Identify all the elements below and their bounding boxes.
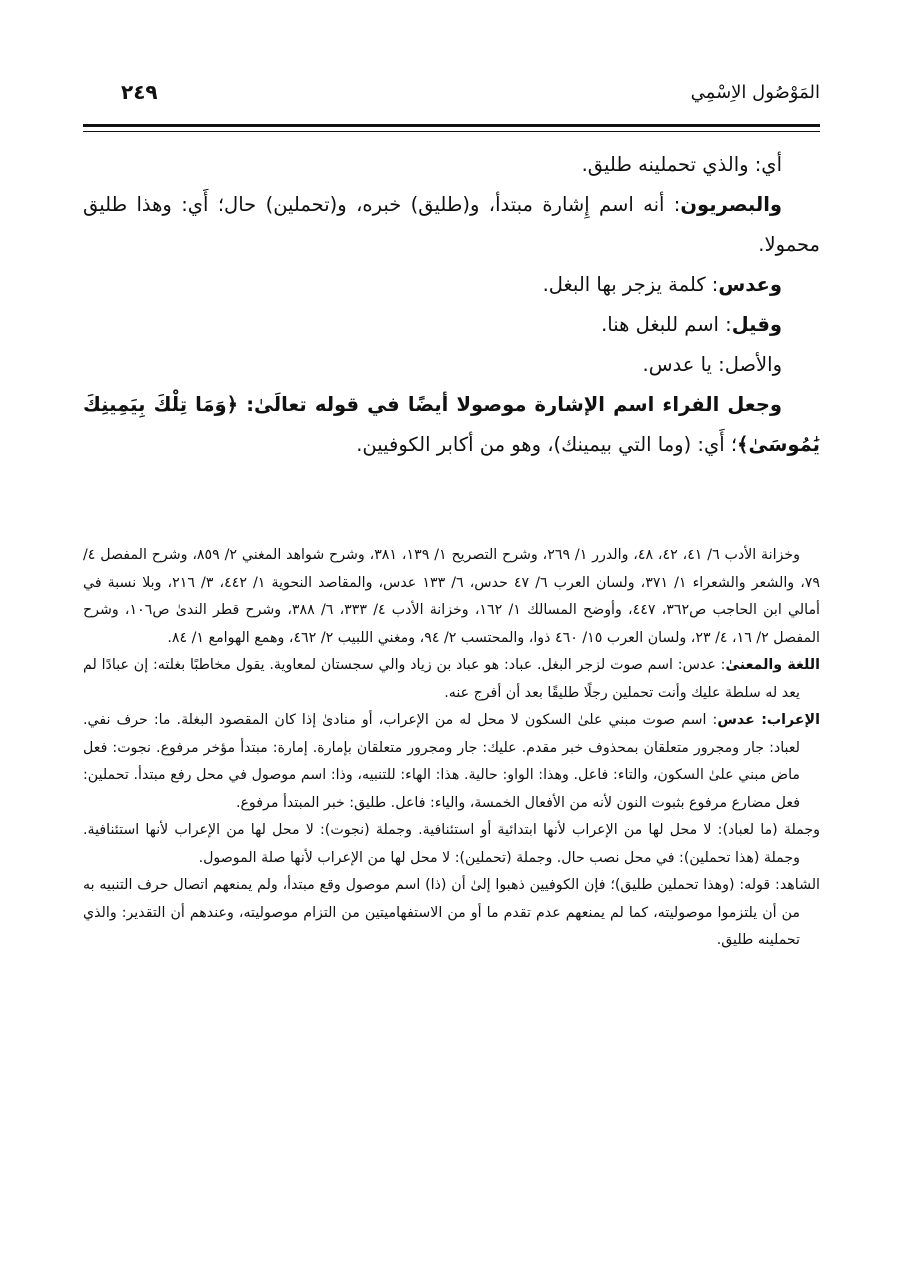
lead-term: وقيل [731,313,782,336]
main-paragraph [83,265,820,305]
footnote-text: الشاهد: قوله: (وهذا تحملين طليق)؛ فإن الكوفيين ذهبوا إلىٰ أن (ذا) اسم موصول وقع مبتدأ، ولم يمنعهم اتصال حرف التنبيه به من أن يلتزموا موصوليته، كما لم يمنعهم عدم تقدم ما أو من الاستفهاميتين من التزام موصوليته، وعندهم أن التقدير: والذي تحملينه طليق. [83,877,820,948]
paragraph-text: : أنه اسم إِشارة مبتدأ، و(طليق) خبره، و(تحملين) حال؛ أَي: وهذا طليق محمولا. [83,193,820,256]
footnote-lead: الإعراب: عدس [717,712,820,728]
lead-term: وجعل الفراء اسم الإشارة موصولا أيضًا في قوله تعالَىٰ: [238,393,782,416]
footnote-evidence [83,872,820,955]
footnote-lead: اللغة والمعنىٰ [725,657,820,673]
paragraph-text: أي: والذي تحملينه طليق. [581,153,782,176]
lead-term: وعدس [718,273,782,296]
main-text [83,145,820,465]
page-number: ٢٤٩ [121,80,158,104]
paragraph-text: : اسم للبغل هنا. [601,313,732,336]
quran-verse: ﴿وَمَا تِلْكَ بِيَمِينِكَ يَٰمُوسَىٰ﴾ [83,393,820,456]
paragraph-text: والأصل: يا عدس. [642,353,782,376]
main-paragraph [83,385,820,465]
lead-term: والبصريون [680,193,782,216]
footnote-text: : اسم صوت مبني علىٰ السكون لا محل له من الإعراب، أو منادىٰ إذا كان المقصود البغلة. ما: حرف نفي. لعباد: جار ومجرور متعلقان بمحذوف خبر مقدم. عليك: جار ومجرور متعلقان بإمارة. إمارة: مبتدأ مؤخر مرفوع. نجوت: فعل ماض مبني علىٰ السكون، والتاء: فاعل. وهذا: الواو: حالية. هذا: الهاء: للتنبيه، وذا: اسم موصول في محل رفع مبتدأ. تحملين: فعل مضارع مرفوع بثبوت النون لأنه من الأفعال الخمسة، والياء: فاعل. طليق: خبر المبتدأ مرفوع. [83,712,800,811]
paragraph-text: ؛ أَي: (وما التي بيمينك)، وهو من أكابر الكوفيين. [356,433,738,456]
footnote-sources [83,542,820,652]
paragraph-text: : كلمة يزجر بها البغل. [542,273,719,296]
main-paragraph [83,345,820,385]
footnote-parsing [83,707,820,817]
main-paragraph [83,145,820,185]
footnote-text: : عدس: اسم صوت لزجر البغل. عباد: هو عباد بن زياد والي سجستان لمعاوية. يقول مخاطبًا بغلته: إن عبادًا لم يعد له سلطة عليك وأنت تحملين رجلًا طليقًا بعد أن أفرج عنه. [83,657,800,701]
footnotes [83,542,820,955]
main-paragraph [83,305,820,345]
footnote-text: وجملة (ما لعباد): لا محل لها من الإعراب لأنها ابتدائية أو استئنافية. وجملة (نجوت): لا محل لها من الإعراب لأنها استئنافية. وجملة (هذا تحملين): في محل نصب حال. وجملة (تحملين): لا محل لها من الإعراب لأنها صلة الموصول. [83,822,820,866]
main-paragraph [83,185,820,265]
header-double-rule [83,124,820,132]
page-header [83,78,820,114]
footnote-text: وخزانة الأدب ٦/ ٤١، ٤٢، ٤٨، والدرر ١/ ٢٦٩، وشرح التصريح ١/ ١٣٩، ٣٨١، وشرح شواهد المغني ٢/ ٨٥٩، وشرح المفصل ٤/ ٧٩، والشعر والشعراء ١/ ٣٧١، ولسان العرب ٦/ ٤٧ حدس، ٦/ ١٣٣ عدس، والمقاصد النحوية ١/ ٤٤٢، ٣/ ٢١٦، وبلا نسبة في أمالي ابن الحاجب ص٣٦٢، ٤٤٧، وأوضح المسالك ١/ ١٦٢، وخزانة الأدب ٤/ ٣٣٣، ٦/ ٣٨٨، وشرح قطر الندىٰ ص١٠٦، وشرح المفصل ٢/ ١٦، ٤/ ٢٣، ولسان العرب ١٥/ ٤٦٠ ذوا، والمحتسب ٢/ ٩٤، ومغني اللبيب ٢/ ٤٦٢، وهمع الهوامع ١/ ٨٤. [83,547,821,646]
running-title: المَوْصُول الاِسْمِي [690,82,820,103]
footnote-sentences [83,817,820,872]
footnote-meaning [83,652,820,707]
